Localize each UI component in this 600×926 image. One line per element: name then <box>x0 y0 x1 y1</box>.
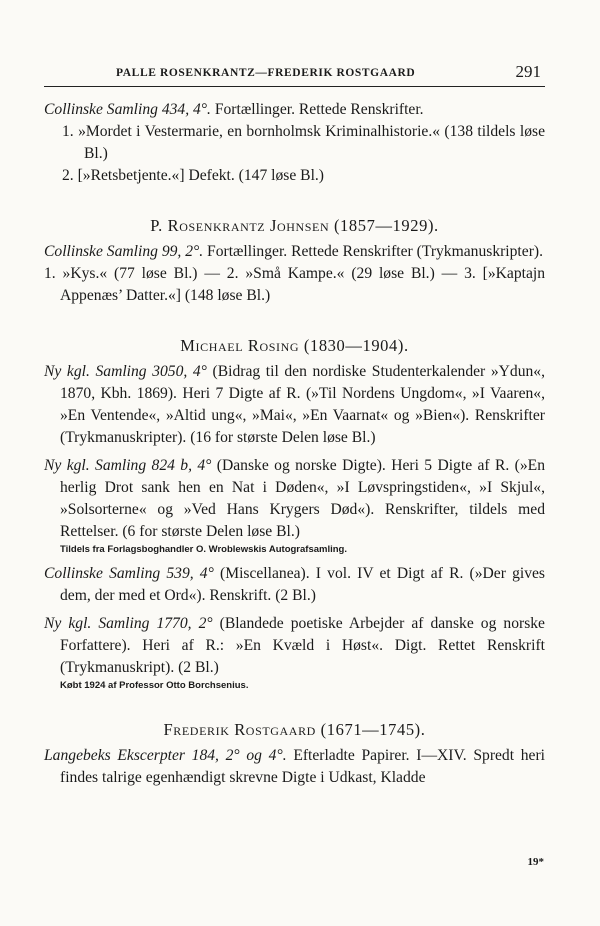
author-name: Frederik Rostgaard <box>163 720 316 739</box>
entry-text: Efterladte Papirer. I—XIV. Spredt heri findes talrige egenhændigt skrevne Digte i Udkast, Kladde <box>60 747 546 786</box>
provenance-note: Tildels fra Forlagsboghandler O. Wroblewskis Autografsamling. <box>60 544 347 555</box>
author-years: (1857—1929). <box>329 216 439 235</box>
shelfmark: Langebeks Ekscerpter 184, 2° og 4°. <box>44 747 287 764</box>
shelfmark: Collinske Samling 434, 4°. <box>44 101 211 118</box>
shelfmark: Ny kgl. Samling 824 b, 4° <box>44 457 212 474</box>
running-head <box>44 60 545 87</box>
entry-text: Fortællinger. Rettede Renskrifter. <box>210 101 424 118</box>
catalog-entry <box>44 563 545 607</box>
signature-mark: 19* <box>527 856 544 868</box>
entry-text: (Bidrag til den nordiske Studenterkalender »Ydun«, 1870, Kbh. 1869). Heri 7 Digte af R. (»Til Nordens Ungdom«, »I Vaaren«, »En Ventende«, »Altid ung«, »Mai«, »En Vaarnat« og »Bien«). Renskrifter (Trykmanuskripter). (16 for største Delen løse Bl.) <box>60 363 546 446</box>
shelfmark: Ny kgl. Samling 3050, 4° <box>44 363 207 380</box>
author-heading <box>44 215 545 237</box>
shelfmark: Collinske Samling 99, 2°. <box>44 243 204 260</box>
author-name: Michael Rosing <box>180 336 300 355</box>
list-item: 2. [»Retsbetjente.«] Defekt. (147 løse Bl.) <box>62 167 324 184</box>
catalog-entry <box>44 613 545 679</box>
catalog-entry <box>44 99 545 121</box>
catalog-entry <box>44 361 545 449</box>
list-item: 1. »Kys.« (77 løse Bl.) — 2. »Små Kampe.« (29 løse Bl.) — 3. [»Kaptajn Appenæs’ Datter.«] (148 løse Bl.) <box>44 265 545 304</box>
running-title: PALLE ROSENKRANTZ—FREDERIK ROSTGAARD <box>116 67 416 79</box>
author-heading <box>44 335 545 357</box>
shelfmark: Collinske Samling 539, 4° <box>44 565 214 582</box>
page-number: 291 <box>515 62 541 81</box>
author-years: (1830—1904). <box>299 336 409 355</box>
entry-text: (Blandede poetiske Arbejder af danske og norske Forfattere). Heri af R.: »En Kvæld i Høst«. Digt. Rettet Renskrift (Trykmanuskript). (2 Bl.) <box>60 615 545 676</box>
author-heading <box>44 719 545 741</box>
catalog-entry <box>44 455 545 543</box>
book-page <box>44 60 545 789</box>
catalog-entry <box>44 241 545 263</box>
author-name: P. Rosenkrantz Johnsen <box>150 216 330 235</box>
shelfmark: Ny kgl. Samling 1770, 2° <box>44 615 213 632</box>
author-years: (1671—1745). <box>315 720 426 739</box>
catalog-entry <box>44 745 545 789</box>
entry-text: (Miscellanea). I vol. IV et Digt af R. (»Der gives dem, der med et Ord«). Renskrift. (2 Bl.) <box>60 565 545 604</box>
entry-text: Fortællinger. Rettede Renskrifter (Trykmanuskripter). <box>203 243 543 260</box>
provenance-note: Købt 1924 af Professor Otto Borchsenius. <box>60 680 249 691</box>
list-item: 1. »Mordet i Vestermarie, en bornholmsk Kriminalhistorie.« (138 tildels løse Bl.) <box>62 123 545 162</box>
entry-text: (Danske og norske Digte). Heri 5 Digte af R. (»En herlig Drot sank hen en Nat i Døden«, »I Løvspringstiden«, »I Skjul«, »Solsorterne« og »Ved Hans Krygers Død«). Renskrifter, tildels med Rettelser. (6 for største Delen løse Bl.) <box>60 457 545 540</box>
